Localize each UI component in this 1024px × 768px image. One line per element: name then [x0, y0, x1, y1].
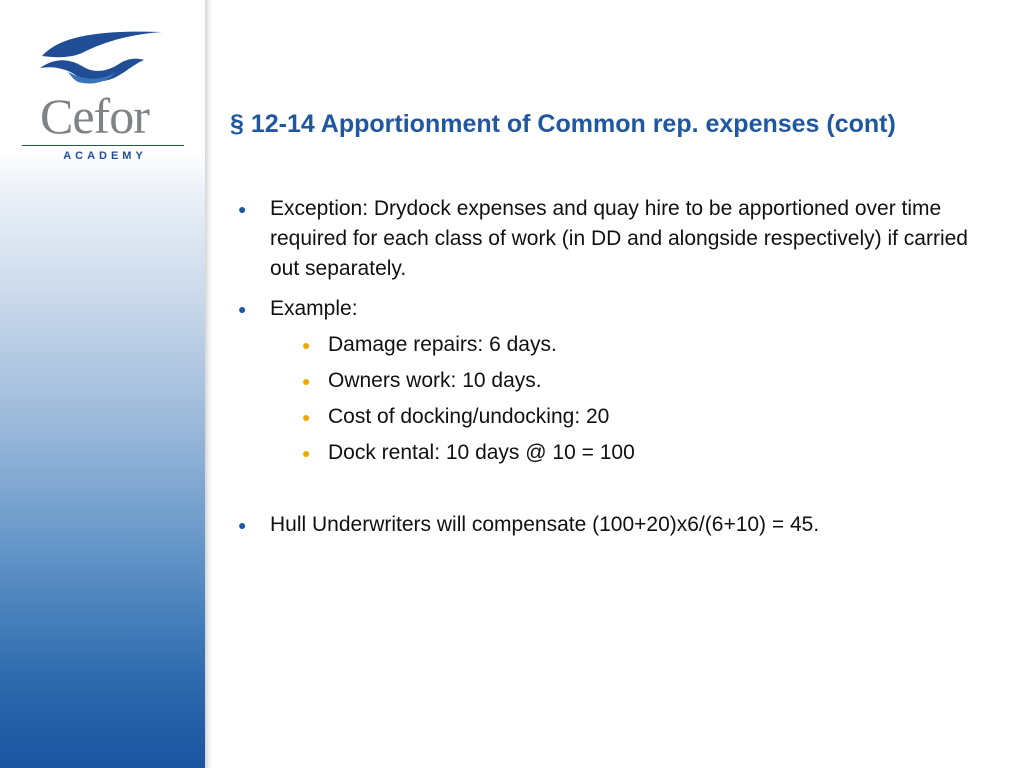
dot-bullet-icon: ● [238, 517, 247, 533]
sub-bullet-item [238, 438, 998, 468]
slide-title: § 12-14 Apportionment of Common rep. expenses (cont) [230, 110, 896, 138]
orange-dot-bullet-icon: ● [302, 337, 311, 353]
cefor-wordmark: Cefor [40, 88, 149, 144]
dot-bullet-icon: ● [238, 301, 247, 317]
sidebar-divider [205, 0, 212, 768]
orange-dot-bullet-icon: ● [302, 445, 311, 461]
sub-bullet-item [238, 330, 998, 360]
slide-content [238, 194, 998, 540]
sub-bullet-item [238, 366, 998, 396]
orange-dot-bullet-icon: ● [302, 409, 311, 425]
bullet-text: Hull Underwriters will compensate (100+20)x6/(6+10) = 45. [270, 513, 820, 536]
bullet-item [238, 510, 998, 540]
wave-logo-icon [38, 28, 168, 88]
bullet-item [238, 194, 998, 284]
bullet-item [238, 294, 998, 324]
bullet-text: Example: [270, 297, 358, 320]
dot-bullet-icon: ● [238, 201, 247, 217]
sub-bullet-text: Owners work: 10 days. [328, 369, 542, 392]
spacer [238, 474, 998, 510]
sub-bullet-text: Dock rental: 10 days @ 10 = 100 [328, 441, 635, 464]
sub-bullet-text: Cost of docking/undocking: 20 [328, 405, 610, 428]
bullet-text: Exception: Drydock expenses and quay hire to be apportioned over time required for each class of work (in DD and alongside respectively) if carried out separately. [270, 197, 968, 280]
sub-bullet-item [238, 402, 998, 432]
academy-label: ACADEMY [63, 150, 147, 162]
orange-dot-bullet-icon: ● [302, 373, 311, 389]
sub-bullet-text: Damage repairs: 6 days. [328, 333, 557, 356]
logo-rule [22, 145, 184, 146]
